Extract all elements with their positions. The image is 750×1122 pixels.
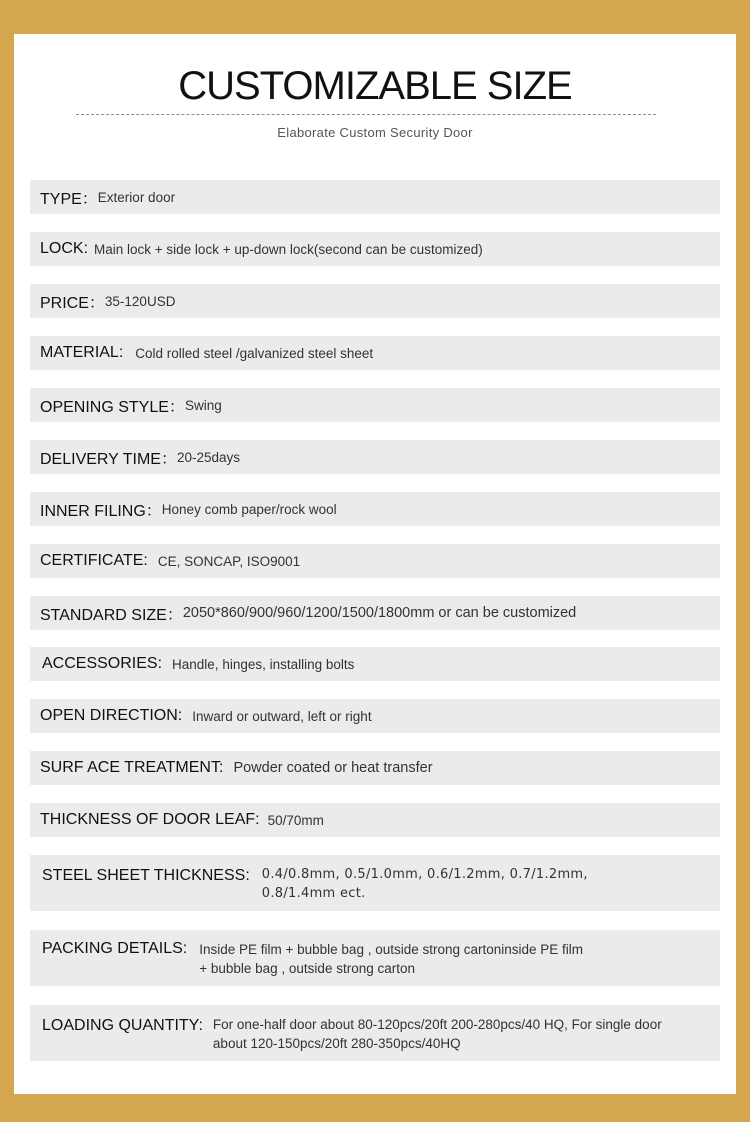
page-title: CUSTOMIZABLE SIZE [178, 64, 572, 108]
spec-row-price [30, 284, 720, 318]
spec-label: DELIVERY TIME： [40, 450, 177, 468]
spec-row-door-leaf-thickness [30, 803, 720, 837]
spec-row-delivery-time [30, 440, 720, 474]
spec-label: MATERIAL: [40, 344, 124, 361]
spec-value: Exterior door [97, 189, 176, 205]
spec-value: 0.4/0.8mm, 0.5/1.0mm, 0.6/1.2mm, 0.7/1.2mm, 0.8/1.4mm ect. [261, 867, 588, 901]
spec-value: Inside PE film + bubble bag , outside strong cartoninside PE film + bubble bag , outside strong carton [199, 942, 584, 976]
spec-value: 50/70mm [267, 812, 324, 828]
spec-label: OPENING STYLE： [40, 398, 185, 416]
spec-value: Swing [184, 397, 222, 413]
spec-label: TYPE： [40, 190, 98, 208]
spec-value: 20-25days [176, 449, 240, 465]
spec-value: For one-half door about 80-120pcs/20ft 200-280pcs/40 HQ, For single door about 120-150pcs/20ft 280-350pcs/40HQ [212, 1017, 662, 1051]
spec-label: LOADING QUANTITY: [42, 1017, 203, 1034]
spec-label: LOCK: [40, 240, 89, 257]
spec-value: 35-120USD [104, 293, 176, 309]
spec-value: Honey comb paper/rock wool [161, 501, 337, 517]
spec-card [14, 34, 736, 1094]
spec-label: INNER FILING： [40, 502, 162, 520]
spec-row-material [30, 336, 720, 370]
spec-value: Inward or outward, left or right [192, 708, 372, 724]
spec-label: THICKNESS OF DOOR LEAF: [40, 811, 260, 828]
spec-label: OPEN DIRECTION: [40, 707, 183, 724]
spec-row-steel-sheet-thickness [30, 855, 720, 911]
spec-value: Cold rolled steel /galvanized steel sheet [135, 345, 374, 361]
spec-label: SURF ACE TREATMENT: [40, 759, 224, 776]
spec-row-packing-details [30, 930, 720, 986]
spec-label: PRICE： [40, 294, 105, 312]
spec-row-open-direction [30, 699, 720, 733]
spec-value: Main lock + side lock + up-down lock(second can be customized) [94, 241, 483, 257]
spec-row-accessories [30, 647, 720, 681]
spec-label: CERTIFICATE: [40, 552, 148, 569]
spec-label: ACCESSORIES: [42, 655, 163, 672]
spec-value: Powder coated or heat transfer [233, 760, 433, 776]
spec-row-lock [30, 232, 720, 266]
spec-value: CE, SONCAP, ISO9001 [157, 553, 301, 569]
spec-value: Handle, hinges, installing bolts [172, 656, 355, 672]
spec-label: STANDARD SIZE： [40, 606, 183, 624]
spec-row-opening-style [30, 388, 720, 422]
spec-row-loading-quantity [30, 1005, 720, 1061]
spec-row-surface-treatment [30, 751, 720, 785]
title-divider [76, 114, 656, 115]
spec-row-inner-filing [30, 492, 720, 526]
spec-label: STEEL SHEET THICKNESS: [42, 867, 250, 884]
spec-row-certificate [30, 544, 720, 578]
spec-row-type [30, 180, 720, 214]
spec-label: PACKING DETAILS: [42, 940, 188, 957]
page-subtitle: Elaborate Custom Security Door [277, 125, 473, 140]
spec-value: 2050*860/900/960/1200/1500/1800mm or can be customized [182, 605, 577, 621]
spec-row-standard-size [30, 596, 720, 630]
